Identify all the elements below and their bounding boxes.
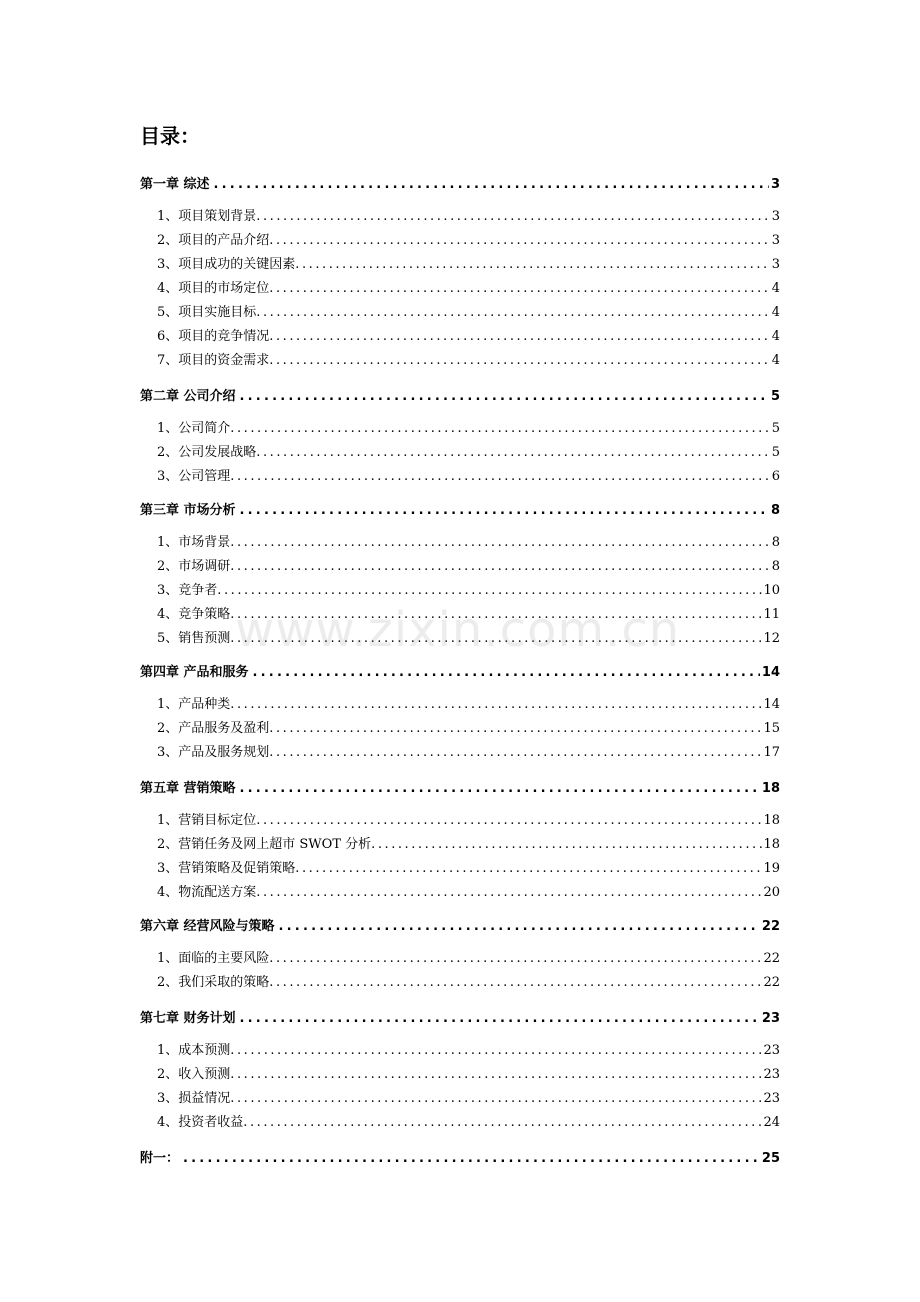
dot-leader — [269, 950, 762, 968]
chapter-title: 附一： — [140, 1150, 183, 1168]
section-title: 5、项目实施目标 — [140, 304, 256, 322]
toc-section-entry[interactable] — [140, 1036, 780, 1060]
toc-section-entry[interactable] — [140, 878, 780, 902]
chapter-title: 第二章 公司介绍 — [140, 388, 240, 406]
toc-chapter-entry[interactable] — [140, 496, 780, 520]
dot-leader — [240, 780, 760, 798]
section-title: 3、项目成功的关键因素 — [140, 256, 295, 274]
dot-leader — [269, 280, 770, 298]
toc-chapter-entry[interactable] — [140, 1004, 780, 1028]
toc-section-entry[interactable] — [140, 944, 780, 968]
page-number: 17 — [763, 745, 780, 760]
dot-leader — [253, 664, 760, 682]
dot-leader — [256, 812, 762, 830]
toc-section-entry[interactable] — [140, 690, 780, 714]
page-number: 5 — [771, 445, 780, 460]
section-title: 3、营销策略及促销策略 — [140, 860, 295, 878]
toc-section-entry[interactable] — [140, 202, 780, 226]
dot-leader — [230, 606, 762, 624]
section-title: 1、营销目标定位 — [140, 812, 256, 830]
chapter-title: 第五章 营销策略 — [140, 780, 240, 798]
toc-section-entry[interactable] — [140, 830, 780, 854]
section-title: 2、市场调研 — [140, 558, 230, 576]
page-number: 22 — [763, 975, 780, 990]
dot-leader — [240, 502, 769, 520]
page-number: 12 — [763, 631, 780, 646]
page-number: 24 — [763, 1115, 780, 1130]
page-number: 23 — [763, 1091, 780, 1106]
page-number: 19 — [763, 861, 780, 876]
toc-section-entry[interactable] — [140, 438, 780, 462]
toc-section-entry[interactable] — [140, 968, 780, 992]
section-title: 4、物流配送方案 — [140, 884, 256, 902]
section-title: 1、公司简介 — [140, 420, 230, 438]
section-title: 1、市场背景 — [140, 534, 230, 552]
section-title: 1、面临的主要风险 — [140, 950, 269, 968]
dot-leader — [269, 720, 762, 738]
toc-section-entry[interactable] — [140, 854, 780, 878]
page-number: 22 — [761, 919, 780, 934]
chapter-title: 第七章 财务计划 — [140, 1010, 240, 1028]
watermark: www.zixin.com.cn — [235, 602, 681, 658]
toc-section-entry[interactable] — [140, 414, 780, 438]
page-number: 14 — [763, 697, 780, 712]
page-number: 10 — [763, 583, 780, 598]
section-title: 4、投资者收益 — [140, 1114, 243, 1132]
toc-section-entry[interactable] — [140, 226, 780, 250]
page-number: 4 — [771, 329, 780, 344]
page-number: 18 — [761, 781, 780, 796]
section-title: 3、公司管理 — [140, 468, 230, 486]
section-title: 2、公司发展战略 — [140, 444, 256, 462]
dot-leader — [256, 304, 770, 322]
toc-section-entry[interactable] — [140, 250, 780, 274]
dot-leader — [256, 444, 770, 462]
dot-leader — [269, 352, 770, 370]
page-number: 5 — [770, 389, 780, 404]
section-title: 2、营销任务及网上超市 SWOT 分析 — [140, 836, 371, 854]
chapter-title: 第四章 产品和服务 — [140, 664, 253, 682]
page-number: 4 — [771, 281, 780, 296]
section-title: 3、产品及服务规划 — [140, 744, 269, 762]
dot-leader — [230, 468, 770, 486]
dot-leader — [230, 630, 762, 648]
toc-section-entry[interactable] — [140, 1084, 780, 1108]
dot-leader — [230, 558, 770, 576]
section-title: 2、我们采取的策略 — [140, 974, 269, 992]
toc-section-entry[interactable] — [140, 624, 780, 648]
toc-chapter-entry[interactable] — [140, 170, 780, 194]
page-number: 3 — [770, 177, 780, 192]
toc-chapter-entry[interactable] — [140, 658, 780, 682]
toc-chapter-entry[interactable] — [140, 1144, 780, 1168]
dot-leader — [230, 420, 770, 438]
toc-title: 目录： — [140, 124, 200, 148]
section-title: 4、竞争策略 — [140, 606, 230, 624]
toc-section-entry[interactable] — [140, 528, 780, 552]
dot-leader — [230, 1066, 762, 1084]
page-number: 25 — [761, 1151, 780, 1166]
toc-section-entry[interactable] — [140, 346, 780, 370]
dot-leader — [183, 1150, 760, 1168]
section-title: 2、项目的产品介绍 — [140, 232, 269, 250]
dot-leader — [240, 1010, 760, 1028]
chapter-title: 第六章 经营风险与策略 — [140, 918, 279, 936]
toc-chapter-entry[interactable] — [140, 382, 780, 406]
page-number: 5 — [771, 421, 780, 436]
page-number: 22 — [763, 951, 780, 966]
section-title: 2、产品服务及盈利 — [140, 720, 269, 738]
dot-leader — [240, 388, 769, 406]
dot-leader — [269, 232, 770, 250]
section-title: 1、产品种类 — [140, 696, 230, 714]
page-number: 3 — [771, 257, 780, 272]
page-number: 3 — [771, 233, 780, 248]
section-title: 4、项目的市场定位 — [140, 280, 269, 298]
dot-leader — [230, 1042, 762, 1060]
page-number: 11 — [763, 607, 780, 622]
page-number: 8 — [771, 559, 780, 574]
toc-section-entry[interactable] — [140, 600, 780, 624]
page-number: 23 — [763, 1043, 780, 1058]
page-number: 8 — [771, 535, 780, 550]
page-number: 20 — [763, 885, 780, 900]
chapter-title: 第三章 市场分析 — [140, 502, 240, 520]
dot-leader — [269, 974, 762, 992]
toc-chapter-entry[interactable] — [140, 774, 780, 798]
page-number: 4 — [771, 353, 780, 368]
dot-leader — [243, 1114, 762, 1132]
toc-section-entry[interactable] — [140, 298, 780, 322]
dot-leader — [269, 328, 770, 346]
section-title: 2、收入预测 — [140, 1066, 230, 1084]
page-number: 6 — [771, 469, 780, 484]
chapter-title: 第一章 综述 — [140, 176, 214, 194]
toc-section-entry[interactable] — [140, 274, 780, 298]
page-number: 18 — [763, 813, 780, 828]
toc-section-entry[interactable] — [140, 462, 780, 486]
page-number: 23 — [763, 1067, 780, 1082]
toc-section-entry[interactable] — [140, 1060, 780, 1084]
page-number: 3 — [771, 209, 780, 224]
toc-chapter-entry[interactable] — [140, 912, 780, 936]
dot-leader — [230, 534, 770, 552]
page-number: 15 — [763, 721, 780, 736]
section-title: 3、损益情况 — [140, 1090, 230, 1108]
section-title: 3、竞争者 — [140, 582, 217, 600]
toc-section-entry[interactable] — [140, 1108, 780, 1132]
dot-leader — [230, 696, 762, 714]
dot-leader — [214, 176, 769, 194]
page-number: 18 — [763, 837, 780, 852]
dot-leader — [230, 1090, 762, 1108]
section-title: 5、销售预测 — [140, 630, 230, 648]
dot-leader — [256, 884, 762, 902]
dot-leader — [295, 256, 770, 274]
section-title: 1、项目策划背景 — [140, 208, 256, 226]
page-number: 4 — [771, 305, 780, 320]
dot-leader — [217, 582, 762, 600]
toc-section-entry[interactable] — [140, 322, 780, 346]
toc-section-entry[interactable] — [140, 738, 780, 762]
dot-leader — [256, 208, 770, 226]
toc-section-entry[interactable] — [140, 552, 780, 576]
section-title: 1、成本预测 — [140, 1042, 230, 1060]
toc-section-entry[interactable] — [140, 806, 780, 830]
page-number: 14 — [761, 665, 780, 680]
dot-leader — [371, 836, 762, 854]
toc-section-entry[interactable] — [140, 714, 780, 738]
dot-leader — [269, 744, 762, 762]
toc-section-entry[interactable] — [140, 576, 780, 600]
dot-leader — [279, 918, 760, 936]
page-number: 23 — [761, 1011, 780, 1026]
page-number: 8 — [770, 503, 780, 518]
dot-leader — [295, 860, 762, 878]
section-title: 7、项目的资金需求 — [140, 352, 269, 370]
section-title: 6、项目的竞争情况 — [140, 328, 269, 346]
